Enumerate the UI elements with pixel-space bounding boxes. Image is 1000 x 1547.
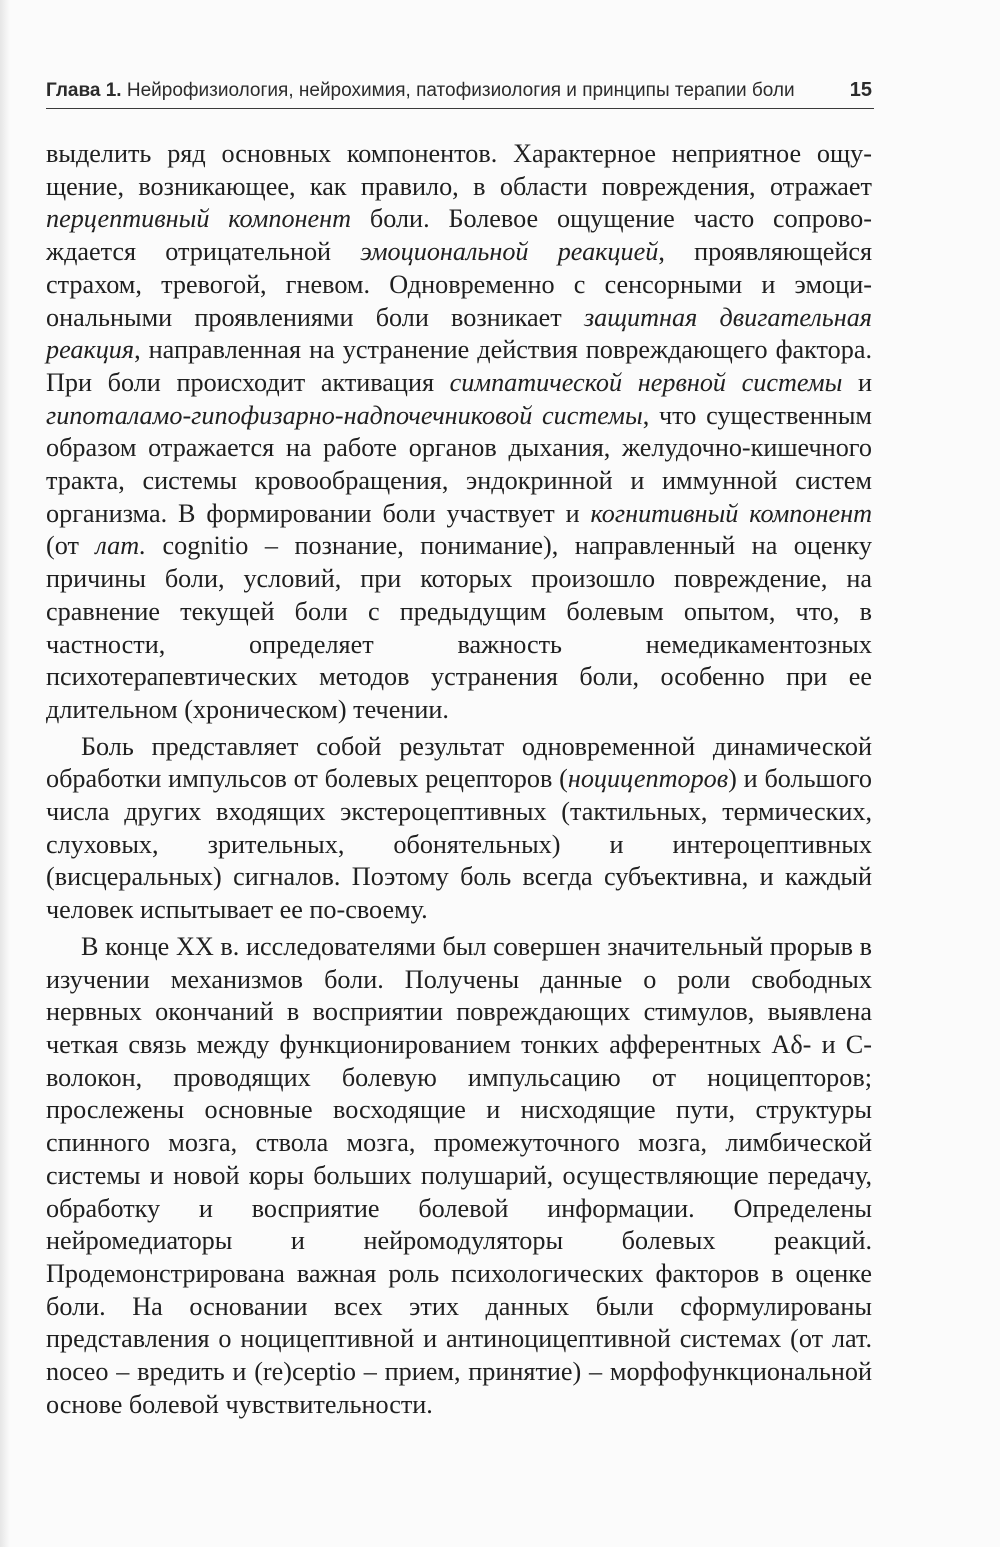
italic-term: лат. xyxy=(95,531,147,561)
text-run: ) и большого числа других входящих экстероцептивных (тактильных, термических, слуховых, зрительных, обонятельных) и интероцептивных (висцеральных) сигналов. Поэтому боль всегда субъективна, и каждый человек испытывает ее по-своему. xyxy=(46,764,872,925)
paragraph xyxy=(46,931,872,1422)
text-run: боли. Болевое ощущение часто сопровождается отрицательной xyxy=(46,204,872,267)
text-run: , проявляющейся страхом, тревогой, гневом. Одновременно с сенсорными и эмоциональными проявлениями боли возникает xyxy=(46,237,873,332)
italic-term: ноцицепторов xyxy=(567,764,729,794)
chapter-title: Нейрофизиология, нейрохимия, патофизиология и принципы терапии боли xyxy=(126,80,795,101)
chapter-label: Глава 1. xyxy=(46,80,122,101)
italic-term: симпатической нервной системы xyxy=(449,367,843,397)
paragraph-continuation xyxy=(46,138,872,727)
text-run: выделить ряд основных компонентов. Характерное неприятное ощущение, возникающее, как правило, в области повреждения, отражает xyxy=(46,139,872,201)
chapter-heading xyxy=(46,80,795,102)
text-run: Боль представляет собой результат одновременной динамической обработки импульсов от болевых рецепторов ( xyxy=(46,731,872,794)
italic-term: защитная двигательная реакция xyxy=(46,302,872,365)
running-head xyxy=(46,74,874,109)
scan-edge-shadow xyxy=(0,0,10,1547)
italic-term: гипоталамо-гипофизарно-надпочечниковой системы xyxy=(46,400,643,430)
italic-term: перцептивный компонент xyxy=(46,204,352,234)
italic-term: когнитивный компонент xyxy=(590,498,873,528)
text-run: (от xyxy=(46,531,96,561)
text-run: и xyxy=(842,367,872,397)
text-run: cognitio – познание, понимание), направленный на оценку причины боли, условий, при которых произошло повреждение, на сравнение текущей боли с предыдущим болевым опытом, что, в частности, определяет важность немедикаментозных психотерапевтических методов устранения боли, особенно при ее длительном (хроническом) течении. xyxy=(46,531,873,724)
text-run: В конце XX в. исследователями был совершен значительный прорыв в изучении механизмов боли. Получены данные о роли свободных нервных окончаний в восприятии повреждающих стимулов, выявлена четкая связь между функционированием тонких афферентных Аδ- и С-волокон, проводящих болевую импульсацию от ноцицепторов; прослежены основные восходящие и нисходящие пути, структуры спинного мозга, ствола мозга, промежуточного мозга, лимбической системы и новой коры больших полушарий, осуществляющие передачу, обработку и восприятие болевой информации. Определены нейромедиаторы и нейромодуляторы болевых реакций. Продемонстрирована важная роль психологических факторов в оценке боли. На основании всех этих данных были сформулированы представления о ноцицептивной и антиноцицептивной системах (от лат. noceo – вредить и (re)ceptio – прием, принятие) – морфофункциональной основе болевой чувствительности. xyxy=(46,931,872,1419)
paragraph xyxy=(46,731,872,927)
text-run: , направленная на устранение действия повреждающего фактора. При боли происходит активация xyxy=(46,335,872,397)
italic-term: эмоциональной реакцией xyxy=(360,237,659,267)
page-number: 15 xyxy=(849,79,872,101)
body-text xyxy=(46,138,872,1421)
text-run: , что существенным образом отражается на работе органов дыхания, желудочно-кишечного тракта, системы кровообращения, эндокринной и иммунной систем организма. В формировании боли участвует и xyxy=(46,400,872,528)
